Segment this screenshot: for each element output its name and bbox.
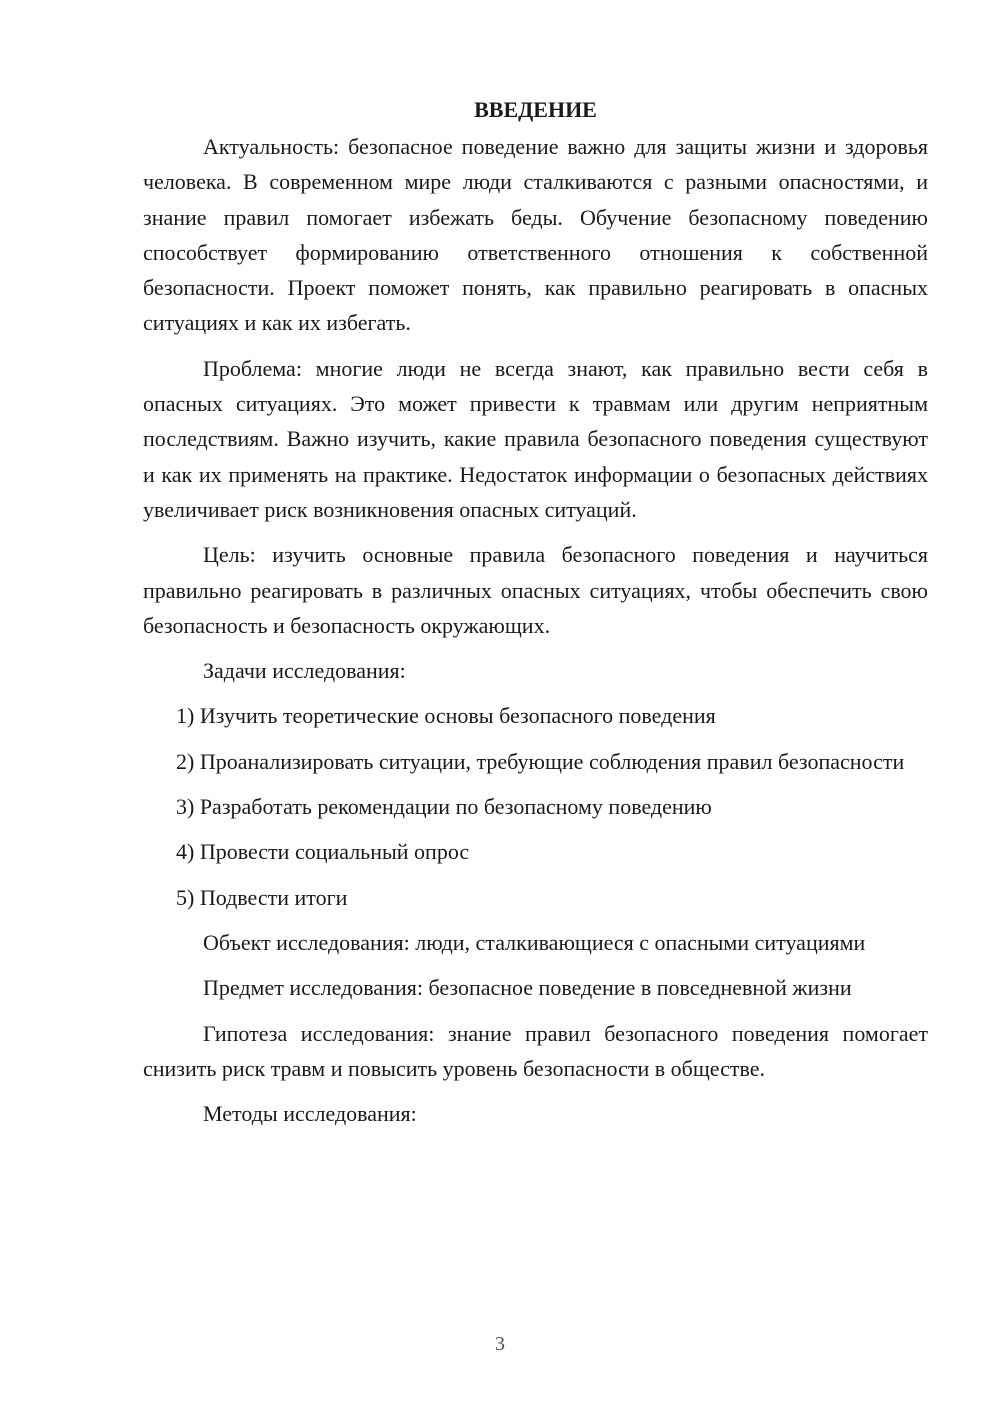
paragraph-tasks-heading: Задачи исследования: (203, 658, 406, 684)
page-title: ВВЕДЕНИЕ (474, 97, 597, 122)
page-number: 3 (495, 1333, 505, 1355)
task-item-2: 2) Проанализировать ситуации, требующие соблюдения правил безопасности (176, 748, 905, 774)
paragraph-goal: Цель: изучить основные правила безопасного поведения и научиться правильно реагировать в различных опасных ситуациях, чтобы обеспечить свою безопасность и безопасность окружающих. (143, 542, 928, 638)
paragraph-subject: Предмет исследования: безопасное поведение в повседневной жизни (203, 975, 852, 1001)
paragraph-hypothesis: Гипотеза исследования: знание правил безопасного поведения помогает снизить риск травм и повысить уровень безопасности в обществе. (143, 1020, 928, 1081)
paragraph-methods: Методы исследования: (203, 1101, 417, 1127)
paragraph-relevance: Актуальность: безопасное поведение важно для защиты жизни и здоровья человека. В современном мире люди сталкиваются с разными опасностями, и знание правил помогает избежать беды. Обучение безопасному поведению способствует формированию ответственного отношения к собственной безопасности. Проект поможет понять, как правильно реагировать в опасных ситуациях и как их избегать. (143, 134, 928, 336)
paragraph-problem: Проблема: многие люди не всегда знают, как правильно вести себя в опасных ситуациях. Это может привести к травмам или другим неприятным последствиям. Важно изучить, какие правила безопасного поведения существуют и как их применять на практике. Недостаток информации о безопасных действиях увеличивает риск возникновения опасных ситуаций. (143, 355, 928, 522)
document-page (143, 92, 928, 1131)
paragraph-object: Объект исследования: люди, сталкивающиеся с опасными ситуациями (203, 929, 866, 955)
task-item-1: 1) Изучить теоретические основы безопасного поведения (176, 703, 716, 729)
task-item-3: 3) Разработать рекомендации по безопасному поведению (176, 794, 712, 820)
task-item-4: 4) Провести социальный опрос (176, 839, 470, 865)
task-item-5: 5) Подвести итоги (176, 884, 348, 910)
